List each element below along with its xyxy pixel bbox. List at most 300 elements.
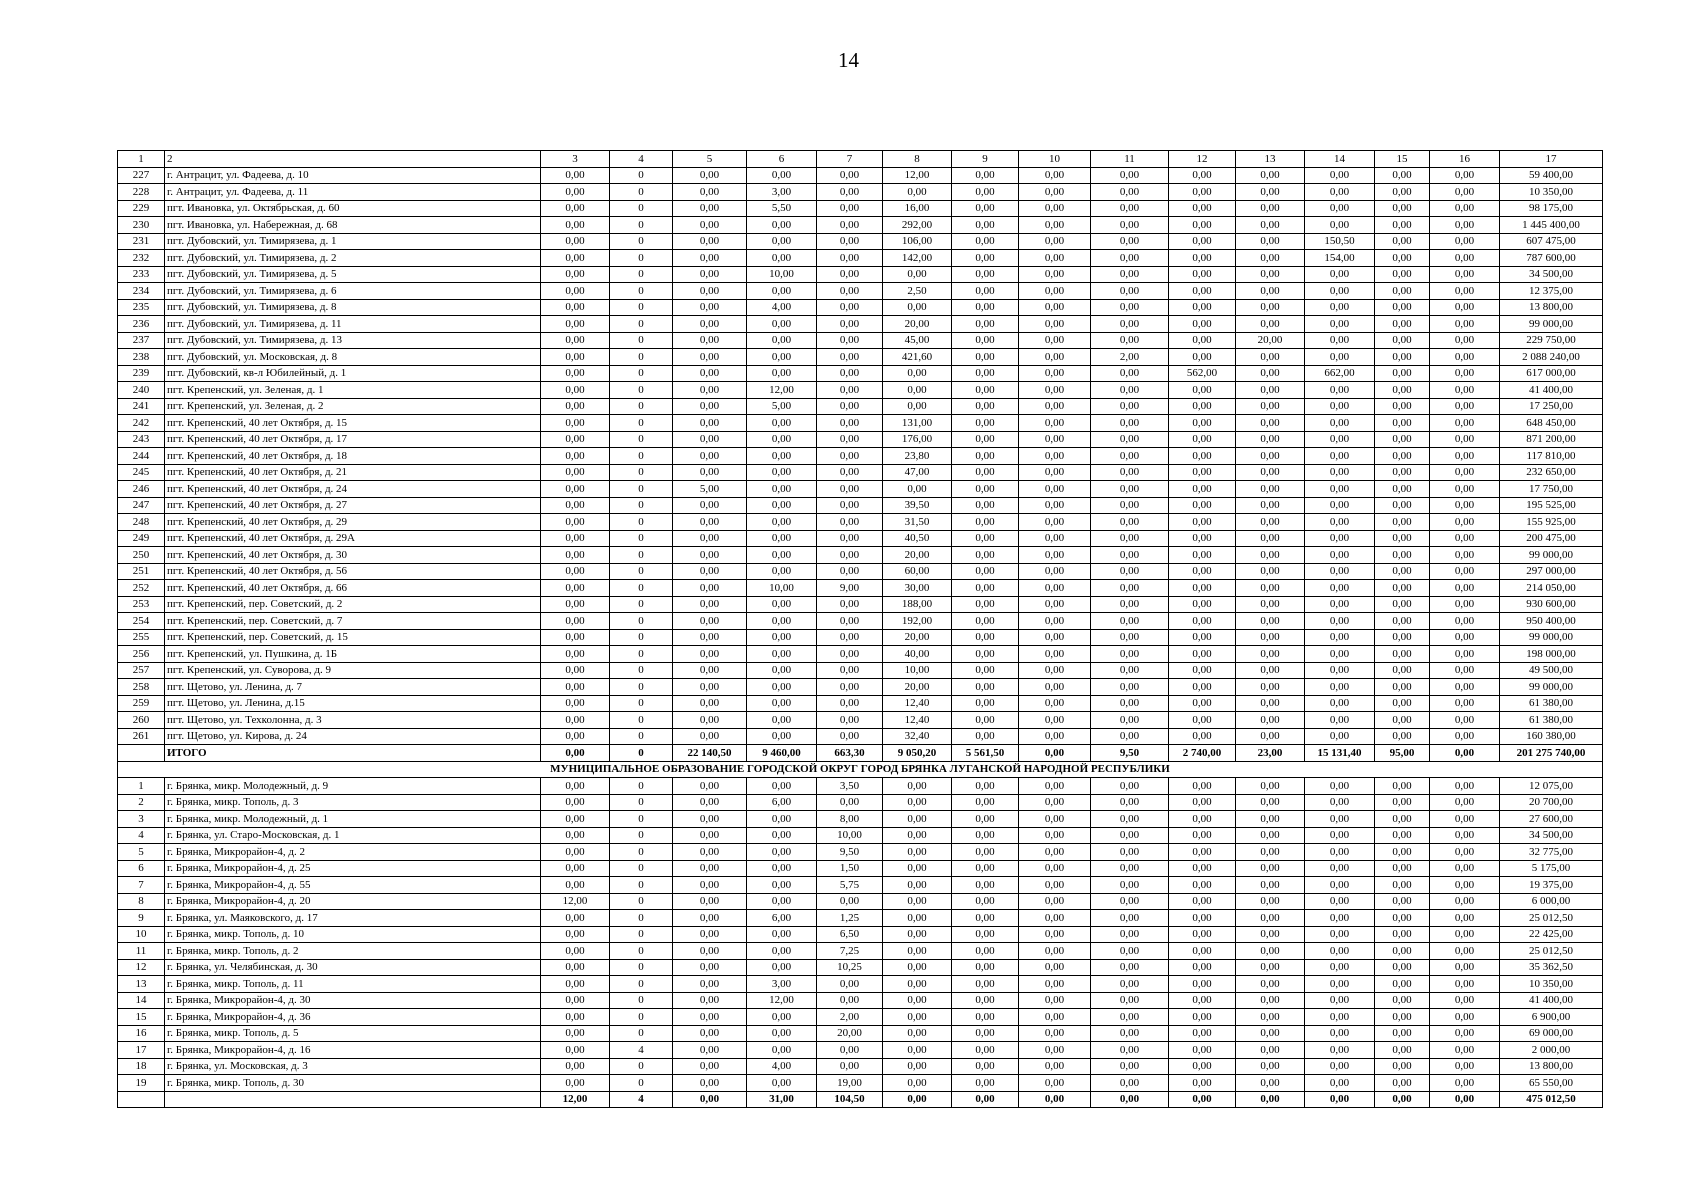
table-cell: 0 <box>610 1075 673 1092</box>
table-cell: 0,00 <box>1091 167 1169 184</box>
table-cell: 0,00 <box>1375 1075 1430 1092</box>
table-cell: 0,00 <box>817 415 883 432</box>
table-cell: 0,00 <box>952 992 1019 1009</box>
table-cell: 0,00 <box>1430 695 1500 712</box>
table-cell: 13 800,00 <box>1500 299 1603 316</box>
table-cell: 13 800,00 <box>1500 1058 1603 1075</box>
table-cell: пгт. Дубовский, ул. Московская, д. 8 <box>165 349 541 366</box>
table-cell: 0,00 <box>1019 233 1091 250</box>
table-cell: 0,00 <box>1236 1058 1305 1075</box>
table-cell: 0,00 <box>673 250 747 267</box>
table-cell: 0,00 <box>541 679 610 696</box>
table-cell: 0,00 <box>541 926 610 943</box>
table-cell: 0,00 <box>1305 217 1375 234</box>
table-cell: 0,00 <box>673 679 747 696</box>
table-cell: 0,00 <box>883 893 952 910</box>
table-cell: 0,00 <box>673 1075 747 1092</box>
table-cell: 0,00 <box>1019 1042 1091 1059</box>
table-cell: 12,00 <box>541 1091 610 1108</box>
table-cell: 0,00 <box>541 547 610 564</box>
table-cell: 0,00 <box>1091 992 1169 1009</box>
table-cell: г. Брянка, Микрорайон-4, д. 55 <box>165 877 541 894</box>
table-cell: 0,00 <box>1375 349 1430 366</box>
table-cell: 0,00 <box>673 547 747 564</box>
table-cell: 10,00 <box>747 580 817 597</box>
table-row <box>118 530 1603 547</box>
table-cell: 0,00 <box>1430 1075 1500 1092</box>
table-cell: 3,50 <box>817 778 883 795</box>
table-cell: 0,00 <box>1091 514 1169 531</box>
table-cell: 256 <box>118 646 165 663</box>
table-cell: 20,00 <box>883 679 952 696</box>
table-cell: 0,00 <box>1169 200 1236 217</box>
table-cell: г. Брянка, Микрорайон-4, д. 25 <box>165 860 541 877</box>
table-cell: 6,50 <box>817 926 883 943</box>
table-row <box>118 217 1603 234</box>
table-cell: 0,00 <box>1375 943 1430 960</box>
table-cell: 0,00 <box>1375 431 1430 448</box>
table-cell: 0,00 <box>817 200 883 217</box>
table-cell: 0,00 <box>817 596 883 613</box>
table-cell: 10 350,00 <box>1500 976 1603 993</box>
table-cell: 0 <box>610 332 673 349</box>
table-cell: 0,00 <box>1305 646 1375 663</box>
table-total-row <box>118 1091 1603 1108</box>
table-row <box>118 299 1603 316</box>
table-cell: 0,00 <box>747 943 817 960</box>
table-cell: 0,00 <box>1430 728 1500 745</box>
table-cell: 0 <box>610 1009 673 1026</box>
table-cell: 13 <box>1236 151 1305 168</box>
table-cell: 0,00 <box>952 811 1019 828</box>
table-cell: 0 <box>610 745 673 762</box>
table-cell: 0,00 <box>1169 464 1236 481</box>
table-cell: 35 362,50 <box>1500 959 1603 976</box>
table-cell: 248 <box>118 514 165 531</box>
table-cell: 0,00 <box>1091 877 1169 894</box>
table-cell: 0,00 <box>817 167 883 184</box>
table-cell: 0,00 <box>747 926 817 943</box>
table-cell: 0,00 <box>541 712 610 729</box>
table-cell: 0,00 <box>1019 448 1091 465</box>
table-cell: 0 <box>610 266 673 283</box>
table-cell: 475 012,50 <box>1500 1091 1603 1108</box>
table-row <box>118 728 1603 745</box>
table-cell: 0,00 <box>1169 976 1236 993</box>
table-cell: 0,00 <box>1091 959 1169 976</box>
table-cell: 0,00 <box>673 1025 747 1042</box>
table-cell: 9,50 <box>1091 745 1169 762</box>
table-cell: 0,00 <box>1375 217 1430 234</box>
table-cell: 0,00 <box>1375 514 1430 531</box>
table-cell: 0,00 <box>952 547 1019 564</box>
table-cell: 0,00 <box>1019 976 1091 993</box>
table-cell: 0,00 <box>1375 860 1430 877</box>
table-row <box>118 448 1603 465</box>
table-cell: 0,00 <box>673 910 747 927</box>
table-row <box>118 398 1603 415</box>
table-cell: 10,00 <box>817 827 883 844</box>
table-cell: 1 <box>118 778 165 795</box>
table-cell: 0,00 <box>952 877 1019 894</box>
table-cell: 0,00 <box>952 365 1019 382</box>
table-cell: 0 <box>610 283 673 300</box>
table-cell: 0,00 <box>673 926 747 943</box>
table-cell: 0,00 <box>673 959 747 976</box>
table-row <box>118 365 1603 382</box>
table-cell: 0,00 <box>1091 332 1169 349</box>
table-cell: 0,00 <box>1169 613 1236 630</box>
table-cell: 6 000,00 <box>1500 893 1603 910</box>
table-cell: 0,00 <box>952 200 1019 217</box>
table-cell: 0,00 <box>1236 563 1305 580</box>
table-cell: пгт. Крепенский, 40 лет Октября, д. 15 <box>165 415 541 432</box>
table-cell: 0,00 <box>541 580 610 597</box>
table-cell: 0,00 <box>1236 299 1305 316</box>
table-cell: пгт. Дубовский, ул. Тимирязева, д. 1 <box>165 233 541 250</box>
table-cell: 0,00 <box>1236 1042 1305 1059</box>
table-cell: 0,00 <box>817 299 883 316</box>
table-row <box>118 811 1603 828</box>
table-cell: 0,00 <box>1169 184 1236 201</box>
table-cell: 0,00 <box>952 1025 1019 1042</box>
table-cell: 0,00 <box>1091 1058 1169 1075</box>
table-cell: 0,00 <box>673 184 747 201</box>
table-cell: 229 750,00 <box>1500 332 1603 349</box>
table-cell: 0,00 <box>952 415 1019 432</box>
table-cell: 0,00 <box>541 596 610 613</box>
table-cell: 34 500,00 <box>1500 266 1603 283</box>
table-cell: пгт. Крепенский, 40 лет Октября, д. 18 <box>165 448 541 465</box>
table-cell: 22 140,50 <box>673 745 747 762</box>
table-cell: 0,00 <box>1305 728 1375 745</box>
table-cell: г. Антрацит, ул. Фадеева, д. 10 <box>165 167 541 184</box>
table-cell: 0 <box>610 580 673 597</box>
table-row <box>118 250 1603 267</box>
table-cell: 0,00 <box>1091 646 1169 663</box>
table-cell: 0,00 <box>1375 827 1430 844</box>
table-cell: 0,00 <box>1091 794 1169 811</box>
table-cell: 192,00 <box>883 613 952 630</box>
table-cell <box>165 1091 541 1108</box>
table-cell: 12 <box>118 959 165 976</box>
table-cell: 0,00 <box>1236 679 1305 696</box>
table-cell: 0,00 <box>1430 976 1500 993</box>
table-row <box>118 415 1603 432</box>
table-cell: 0,00 <box>1019 349 1091 366</box>
table-cell: 0,00 <box>1091 217 1169 234</box>
table-row <box>118 332 1603 349</box>
table-cell: 9,00 <box>817 580 883 597</box>
table-cell: 0,00 <box>1236 1025 1305 1042</box>
table-cell: 117 810,00 <box>1500 448 1603 465</box>
table-cell: 0,00 <box>1091 299 1169 316</box>
table-cell: 292,00 <box>883 217 952 234</box>
table-cell: 0,00 <box>1019 778 1091 795</box>
table-cell: 0,00 <box>1305 514 1375 531</box>
table-cell: 0,00 <box>952 299 1019 316</box>
table-cell: 0,00 <box>1375 184 1430 201</box>
table-cell: 0,00 <box>1019 728 1091 745</box>
table-cell: 0,00 <box>1375 233 1430 250</box>
table-cell: 0 <box>610 299 673 316</box>
table-cell: 0,00 <box>883 184 952 201</box>
table-cell: 0,00 <box>1375 266 1430 283</box>
table-row <box>118 596 1603 613</box>
table-cell: 0,00 <box>1305 415 1375 432</box>
table-cell: 2,00 <box>817 1009 883 1026</box>
table-cell: пгт. Дубовский, кв-л Юбилейный, д. 1 <box>165 365 541 382</box>
table-cell: г. Брянка, микр. Тополь, д. 3 <box>165 794 541 811</box>
table-cell: 0,00 <box>1430 893 1500 910</box>
table-cell: 0,00 <box>1305 893 1375 910</box>
table-cell: 0,00 <box>1305 794 1375 811</box>
table-cell: 0,00 <box>1375 959 1430 976</box>
table-cell: 0,00 <box>1236 431 1305 448</box>
table-row <box>118 613 1603 630</box>
table-cell: 99 000,00 <box>1500 679 1603 696</box>
table-cell: 0,00 <box>1375 811 1430 828</box>
table-cell: 0 <box>610 646 673 663</box>
table-cell: 4 <box>118 827 165 844</box>
table-cell: 0,00 <box>817 1058 883 1075</box>
table-cell: 0 <box>610 811 673 828</box>
table-cell: г. Антрацит, ул. Фадеева, д. 11 <box>165 184 541 201</box>
table-cell: 0,00 <box>952 926 1019 943</box>
table-cell: 0,00 <box>1375 332 1430 349</box>
table-cell: 0,00 <box>541 431 610 448</box>
table-row <box>118 1058 1603 1075</box>
table-cell: 5 175,00 <box>1500 860 1603 877</box>
table-cell: 0,00 <box>952 910 1019 927</box>
table-cell: 0,00 <box>747 811 817 828</box>
table-cell: 0 <box>610 514 673 531</box>
table-row <box>118 844 1603 861</box>
table-cell: 0,00 <box>1019 926 1091 943</box>
table-cell: 4,00 <box>747 1058 817 1075</box>
table-cell: 0 <box>610 415 673 432</box>
table-cell: 0,00 <box>1169 629 1236 646</box>
table-cell: 930 600,00 <box>1500 596 1603 613</box>
table-cell: 98 175,00 <box>1500 200 1603 217</box>
table-cell: 0 <box>610 976 673 993</box>
table-cell: 0,00 <box>1236 662 1305 679</box>
table-cell: 0,00 <box>1375 1042 1430 1059</box>
table-cell: 0,00 <box>541 910 610 927</box>
table-cell: пгт. Дубовский, ул. Тимирязева, д. 11 <box>165 316 541 333</box>
table-cell: 0,00 <box>1019 1009 1091 1026</box>
table-cell: 11 <box>118 943 165 960</box>
table-cell: 0,00 <box>747 1009 817 1026</box>
table-cell: 201 275 740,00 <box>1500 745 1603 762</box>
table-cell: 0,00 <box>1430 778 1500 795</box>
table-row <box>118 679 1603 696</box>
table-cell: 0,00 <box>1091 844 1169 861</box>
table-cell: 0 <box>610 679 673 696</box>
table-cell: 0,00 <box>1305 910 1375 927</box>
table-row <box>118 794 1603 811</box>
table-cell: 195 525,00 <box>1500 497 1603 514</box>
table-cell: 0,00 <box>1236 893 1305 910</box>
table-cell: 0,00 <box>747 283 817 300</box>
table-cell: 0,00 <box>1019 992 1091 1009</box>
table-cell: 0,00 <box>1091 712 1169 729</box>
table-cell: 0,00 <box>883 827 952 844</box>
table-cell: 0,00 <box>883 1025 952 1042</box>
table-cell: 0,00 <box>541 316 610 333</box>
table-cell: 0,00 <box>1375 893 1430 910</box>
table-cell: 261 <box>118 728 165 745</box>
table-cell: 12,00 <box>747 992 817 1009</box>
table-cell: 0,00 <box>952 233 1019 250</box>
table-cell: 0,00 <box>673 530 747 547</box>
table-cell: 297 000,00 <box>1500 563 1603 580</box>
table-cell: 231 <box>118 233 165 250</box>
table-cell: 252 <box>118 580 165 597</box>
table-row <box>118 629 1603 646</box>
table-cell: г. Брянка, микр. Тополь, д. 10 <box>165 926 541 943</box>
table-cell: 0,00 <box>541 250 610 267</box>
table-cell: 0,00 <box>747 629 817 646</box>
table-cell: 0,00 <box>952 679 1019 696</box>
table-cell: 0,00 <box>1019 266 1091 283</box>
table-cell: 0,00 <box>952 217 1019 234</box>
table-cell: 0,00 <box>952 266 1019 283</box>
table-cell: 0,00 <box>673 217 747 234</box>
table-cell: 227 <box>118 167 165 184</box>
table-cell: 0,00 <box>1236 365 1305 382</box>
table-cell: 0,00 <box>1430 349 1500 366</box>
table-cell: 0 <box>610 728 673 745</box>
table-cell: 32 775,00 <box>1500 844 1603 861</box>
table-cell: 0,00 <box>1091 1009 1169 1026</box>
table-row <box>118 893 1603 910</box>
table-cell: 0,00 <box>1305 662 1375 679</box>
table-cell: 617 000,00 <box>1500 365 1603 382</box>
table-cell: 0 <box>610 596 673 613</box>
table-cell: 250 <box>118 547 165 564</box>
table-cell: 0,00 <box>673 976 747 993</box>
table-cell: 0,00 <box>1169 398 1236 415</box>
table-cell: 0,00 <box>1305 398 1375 415</box>
table-cell: 0,00 <box>747 349 817 366</box>
table-cell: г. Брянка, микр. Тополь, д. 2 <box>165 943 541 960</box>
table-cell: 0 <box>610 481 673 498</box>
table-cell: 0,00 <box>1430 860 1500 877</box>
table-cell: 200 475,00 <box>1500 530 1603 547</box>
table-cell: 0,00 <box>1236 448 1305 465</box>
table-cell: 0 <box>610 629 673 646</box>
table-cell: 0,00 <box>1091 1025 1169 1042</box>
table-cell: 0,00 <box>1169 728 1236 745</box>
table-cell: 5,00 <box>673 481 747 498</box>
table-cell: 0,00 <box>952 283 1019 300</box>
table-cell: пгт. Крепенский, ул. Пушкина, д. 1Б <box>165 646 541 663</box>
table-cell: 0,00 <box>883 365 952 382</box>
table-cell: 0,00 <box>883 943 952 960</box>
table-cell: 254 <box>118 613 165 630</box>
table-cell: 0,00 <box>1091 695 1169 712</box>
table-cell: 0,00 <box>1305 530 1375 547</box>
table-cell: 23,80 <box>883 448 952 465</box>
table-row <box>118 233 1603 250</box>
table-cell: 0,00 <box>952 860 1019 877</box>
table-cell: 20,00 <box>883 629 952 646</box>
table-cell: 23,00 <box>1236 745 1305 762</box>
table-cell: 0,00 <box>673 712 747 729</box>
table-cell: 0 <box>610 217 673 234</box>
table-cell: 0,00 <box>1305 316 1375 333</box>
table-cell: 0,00 <box>541 497 610 514</box>
table-cell: 12,00 <box>883 167 952 184</box>
table-cell: пгт. Крепенский, 40 лет Октября, д. 29А <box>165 530 541 547</box>
table-cell: 0,00 <box>1019 464 1091 481</box>
table-cell: 0,00 <box>883 1042 952 1059</box>
table-cell: 0,00 <box>1169 283 1236 300</box>
table-cell: 0,00 <box>1169 514 1236 531</box>
table-cell: 0,00 <box>1430 299 1500 316</box>
table-cell: 15 131,40 <box>1305 745 1375 762</box>
table-cell: 12 375,00 <box>1500 283 1603 300</box>
table-cell: 0,00 <box>1019 316 1091 333</box>
table-cell: 0,00 <box>1375 382 1430 399</box>
table-cell: 0,00 <box>1169 382 1236 399</box>
table-cell: 0,00 <box>817 497 883 514</box>
table-cell: 0,00 <box>673 349 747 366</box>
table-cell: 0,00 <box>541 745 610 762</box>
table-cell: 0,00 <box>1019 1075 1091 1092</box>
table-cell: 95,00 <box>1375 745 1430 762</box>
table-cell: 61 380,00 <box>1500 695 1603 712</box>
table-cell: 0,00 <box>1019 563 1091 580</box>
table-cell: 0 <box>610 959 673 976</box>
table-cell: 253 <box>118 596 165 613</box>
table-cell: 0,00 <box>1236 497 1305 514</box>
table-cell: 0 <box>610 893 673 910</box>
table-cell: 20,00 <box>883 547 952 564</box>
table-cell: 0,00 <box>1236 1091 1305 1108</box>
table-cell: 246 <box>118 481 165 498</box>
table-cell: 0,00 <box>1236 860 1305 877</box>
table-cell: 0,00 <box>1430 943 1500 960</box>
table-cell: 0,00 <box>817 1042 883 1059</box>
table-cell: 0,00 <box>541 959 610 976</box>
table-cell: 0,00 <box>1019 497 1091 514</box>
table-cell: г. Брянка, Микрорайон-4, д. 16 <box>165 1042 541 1059</box>
table-cell: 0,00 <box>1305 1025 1375 1042</box>
table-cell: 0,00 <box>673 448 747 465</box>
table-cell: 9 <box>118 910 165 927</box>
table-cell: 0,00 <box>747 464 817 481</box>
table-cell: 5,75 <box>817 877 883 894</box>
table-cell: 0 <box>610 184 673 201</box>
table-cell: 2 740,00 <box>1169 745 1236 762</box>
table-cell: 17 <box>1500 151 1603 168</box>
table-cell: 0,00 <box>673 1009 747 1026</box>
table-cell: 871 200,00 <box>1500 431 1603 448</box>
table-cell: 0 <box>610 563 673 580</box>
table-cell: 0,00 <box>817 563 883 580</box>
table-cell: 0,00 <box>541 1009 610 1026</box>
table-cell: 0,00 <box>1430 712 1500 729</box>
table-cell: 0,00 <box>541 860 610 877</box>
table-cell: 0,00 <box>1305 811 1375 828</box>
table-cell: 0,00 <box>883 778 952 795</box>
table-cell: 0,00 <box>1375 1058 1430 1075</box>
table-cell: 0,00 <box>883 844 952 861</box>
table-cell: 0,00 <box>883 398 952 415</box>
table-cell: 160 380,00 <box>1500 728 1603 745</box>
